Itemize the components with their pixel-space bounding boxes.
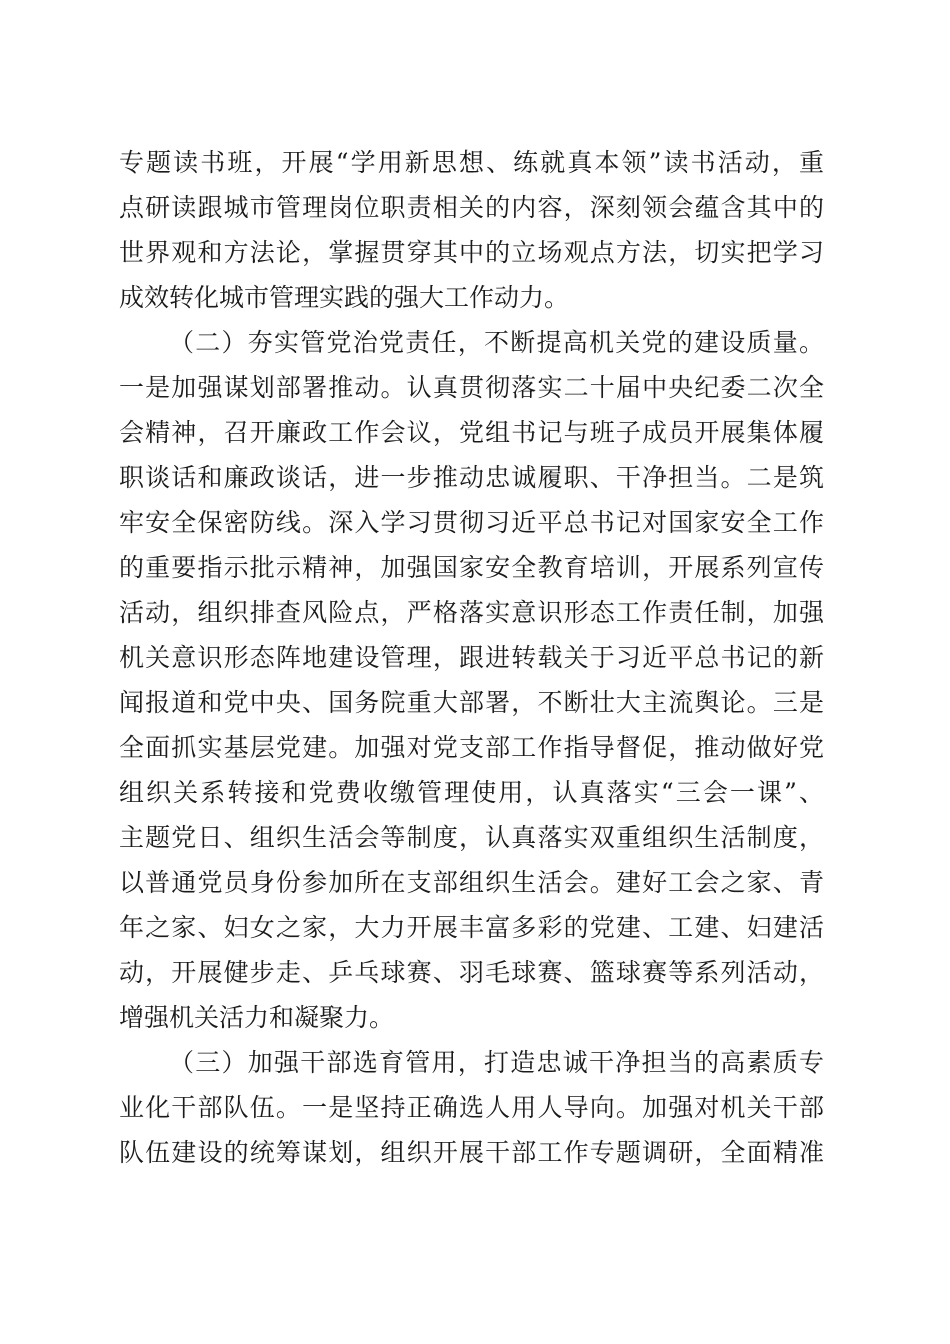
text-line-1: 专题读书班，开展“学用新思想、练就真本领”读书活动，重 <box>119 148 824 177</box>
text-line-7: 会精神，召开廉政工作会议，党组书记与班子成员开展集体履 <box>119 418 824 447</box>
section-heading-3: （三）加强干部选育管用，打造忠诚干净担当的高素质专 <box>169 1048 824 1077</box>
text-line-17: 以普通党员身份参加所在支部组织生活会。建好工会之家、青 <box>119 868 824 897</box>
text-line-15: 组织关系转接和党费收缴管理使用，认真落实“三会一课”、 <box>119 778 824 807</box>
text-line-9: 牢安全保密防线。深入学习贯彻习近平总书记对国家安全工作 <box>119 508 824 537</box>
text-line-16: 主题党日、组织生活会等制度，认真落实双重组织生活制度， <box>119 823 824 852</box>
text-line-8: 职谈话和廉政谈话，进一步推动忠诚履职、干净担当。二是筑 <box>119 463 824 492</box>
text-line-22: 业化干部队伍。一是坚持正确选人用人导向。加强对机关干部 <box>119 1093 824 1122</box>
text-line-23: 队伍建设的统筹谋划，组织开展干部工作专题调研，全面精准 <box>119 1138 824 1167</box>
text-line-13: 闻报道和党中央、国务院重大部署，不断壮大主流舆论。三是 <box>119 688 824 717</box>
text-line-2: 点研读跟城市管理岗位职责相关的内容，深刻领会蕴含其中的 <box>119 193 824 222</box>
section-heading-2: （二）夯实管党治党责任，不断提高机关党的建设质量。 <box>169 328 824 357</box>
text-line-6: 一是加强谋划部署推动。认真贯彻落实二十届中央纪委二次全 <box>119 373 824 402</box>
text-line-20: 增强机关活力和凝聚力。 <box>119 1003 395 1032</box>
text-line-11: 活动，组织排查风险点，严格落实意识形态工作责任制，加强 <box>119 598 824 627</box>
text-line-14: 全面抓实基层党建。加强对党支部工作指导督促，推动做好党 <box>119 733 824 762</box>
text-line-18: 年之家、妇女之家，大力开展丰富多彩的党建、工建、妇建活 <box>119 913 824 942</box>
text-line-4: 成效转化城市管理实践的强大工作动力。 <box>119 283 570 312</box>
text-line-12: 机关意识形态阵地建设管理，跟进转载关于习近平总书记的新 <box>119 643 824 672</box>
text-line-10: 的重要指示批示精神，加强国家安全教育培训，开展系列宣传 <box>119 553 824 582</box>
text-line-19: 动，开展健步走、乒乓球赛、羽毛球赛、篮球赛等系列活动， <box>119 958 824 987</box>
text-line-3: 世界观和方法论，掌握贯穿其中的立场观点方法，切实把学习 <box>119 238 824 267</box>
